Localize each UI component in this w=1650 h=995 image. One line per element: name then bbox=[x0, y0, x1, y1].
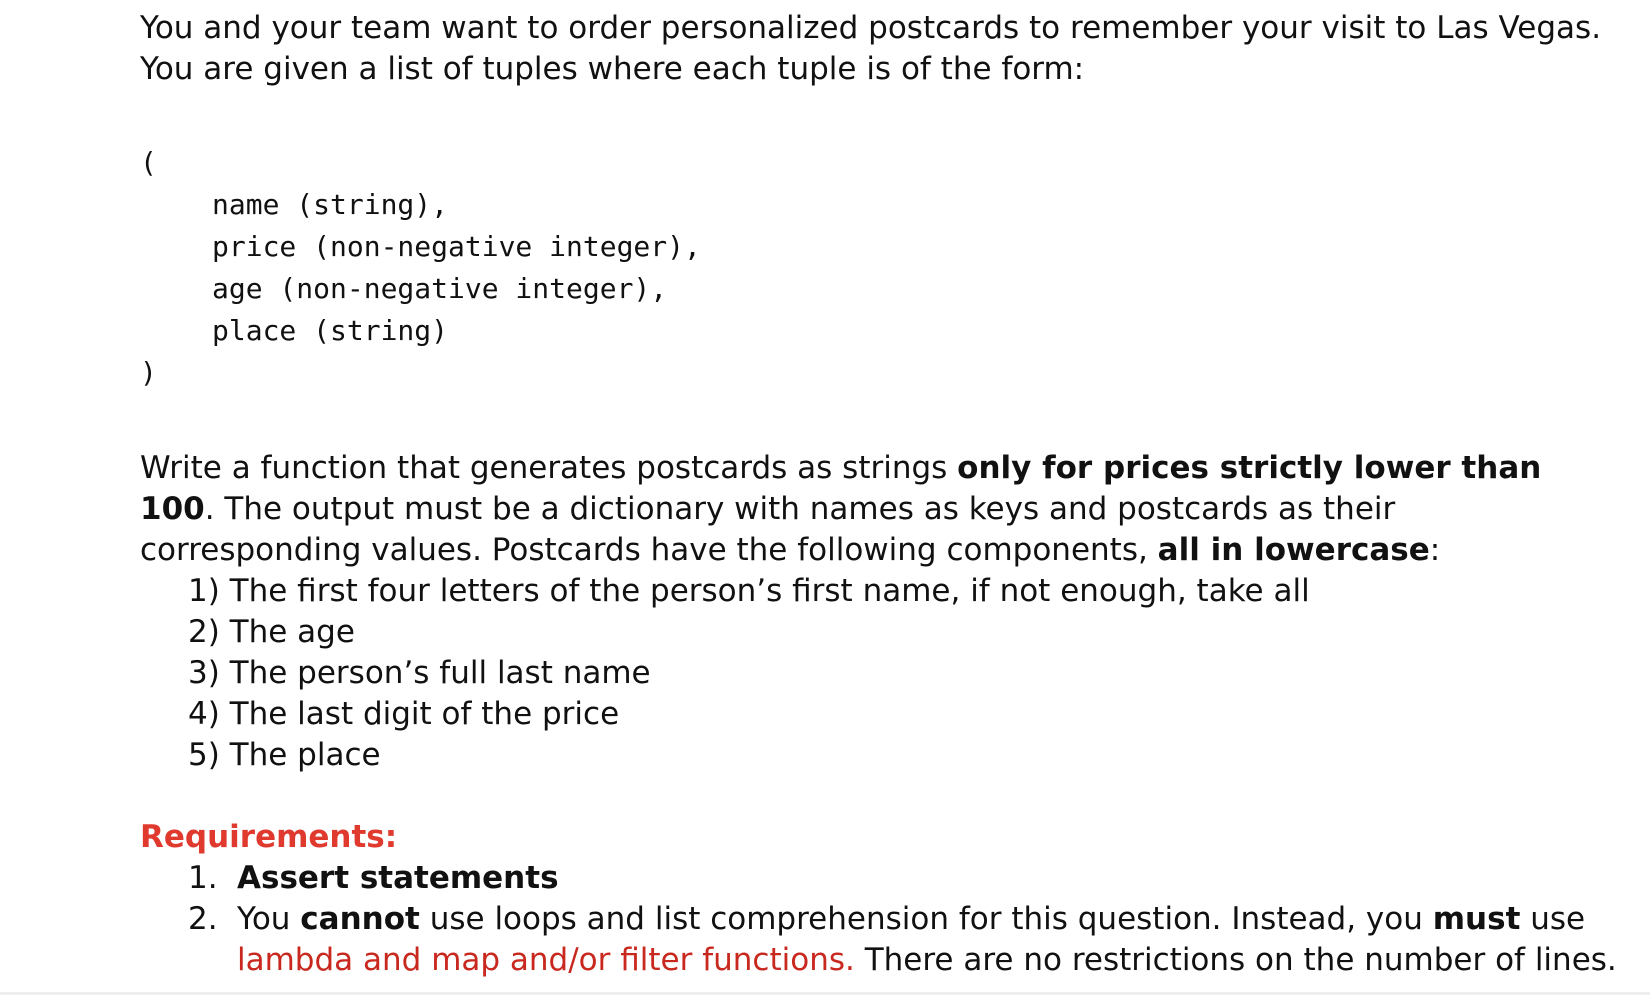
intro-paragraph: You and your team want to order personalized postcards to remember your visit to Las Vegas. You are given a list of tuples where each tuple is of the form: bbox=[140, 10, 1602, 87]
component-item: 3) The person’s full last name bbox=[188, 655, 651, 691]
requirement-text: You bbox=[237, 901, 301, 937]
requirement-text: There are no restrictions on the number of lines. bbox=[854, 942, 1617, 978]
component-item: 2) The age bbox=[188, 614, 355, 650]
requirements-heading: Requirements: bbox=[140, 819, 398, 855]
problem-statement bbox=[140, 8, 1620, 981]
requirement-text: use loops and list comprehension for this question. Instead, you bbox=[419, 901, 1433, 937]
requirement-number: 2. bbox=[188, 901, 218, 937]
tuple-open-paren: ( bbox=[140, 146, 157, 179]
tuple-format-block bbox=[140, 142, 1620, 394]
tuple-field-name: name (string), bbox=[212, 188, 449, 221]
component-item: 4) The last digit of the price bbox=[188, 696, 620, 732]
requirement-body bbox=[237, 858, 1620, 899]
component-item: 5) The place bbox=[188, 737, 381, 773]
requirement-cannot: cannot bbox=[300, 901, 420, 937]
task-text-1: Write a function that generates postcards as strings bbox=[140, 450, 958, 486]
component-item: 1) The first four letters of the person’s first name, if not enough, take all bbox=[188, 573, 1310, 609]
requirement-body bbox=[237, 899, 1620, 981]
requirement-item bbox=[188, 899, 1620, 981]
requirement-number: 1. bbox=[188, 860, 218, 896]
section-spacer bbox=[140, 776, 1620, 817]
requirement-item bbox=[188, 858, 1620, 899]
task-price-condition: only for prices strictly lower than 100 bbox=[140, 450, 1542, 527]
requirement-lambda-map-filter: lambda and map and/or filter functions. bbox=[237, 942, 855, 978]
requirements-list bbox=[140, 858, 1620, 981]
tuple-close-paren: ) bbox=[140, 356, 157, 389]
requirement-text: use bbox=[1520, 901, 1586, 937]
requirement-must: must bbox=[1432, 901, 1521, 937]
task-text-2: . The output must be a dictionary with names as keys and postcards as their corresponding values. Postcards have the following components, bbox=[140, 491, 1396, 568]
tuple-field-age: age (non-negative integer), bbox=[212, 272, 668, 305]
tuple-field-price: price (non-negative integer), bbox=[212, 230, 701, 263]
postcard-components-list bbox=[140, 571, 1620, 776]
task-lowercase-note: all in lowercase bbox=[1157, 532, 1430, 568]
task-text-3: : bbox=[1429, 532, 1441, 568]
task-paragraph bbox=[140, 448, 1620, 571]
requirement-assert: Assert statements bbox=[237, 860, 559, 896]
tuple-field-place: place (string) bbox=[212, 314, 449, 347]
